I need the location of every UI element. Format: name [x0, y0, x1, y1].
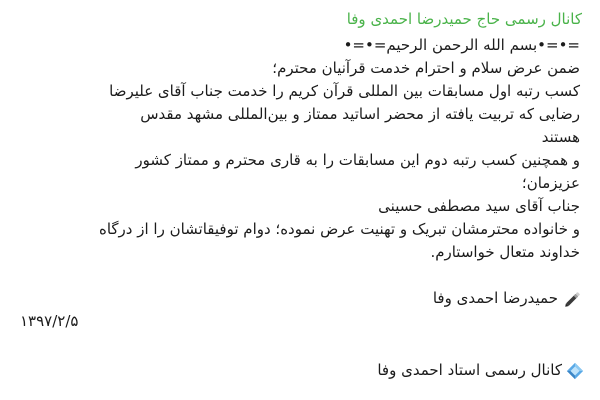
footer-channel-link[interactable] — [16, 359, 584, 382]
message-line: و همچنین کسب رتبه دوم این مسابقات را به قاری محترم و ممتاز کشور — [135, 151, 580, 169]
message-body — [16, 34, 584, 333]
signature — [16, 287, 584, 310]
message-line: ضمن عرض سلام و احترام خدمت قرآنیان محترم؛ — [272, 59, 580, 77]
message-line: رضایی که تربیت یافته از محضر اساتید ممتاز و بین‌المللی مشهد مقدس — [140, 105, 580, 123]
message-line: عزیزمان؛ — [521, 174, 580, 192]
message-line: جناب آقای سید مصطفی حسینی — [378, 197, 580, 215]
post-date: ۱۳۹۷/۲/۵ — [20, 312, 79, 330]
message-line: خداوند متعال خواستارم. — [430, 243, 580, 261]
blank-line — [16, 264, 584, 287]
footer-channel-name[interactable]: کانال رسمی استاد احمدی وفا — [377, 361, 562, 379]
diamond-icon — [566, 362, 584, 380]
signature-name: حمیدرضا احمدی وفا — [432, 289, 558, 307]
basmala-line: =•=•بسم الله الرحمن الرحیم=•=• — [343, 36, 580, 54]
message-line: هستند — [541, 128, 580, 146]
message-line: کسب رتبه اول مسابقات بین المللی قرآن کریم را خدمت جناب آقای علیرضا — [109, 82, 580, 100]
message-line: و خانواده محترمشان تبریک و تهنیت عرض نموده؛ دوام توفیقاتشان را از درگاه — [98, 220, 580, 238]
pen-icon — [562, 288, 584, 310]
channel-title[interactable]: کانال رسمی حاج حمیدرضا احمدی وفا — [346, 10, 582, 28]
